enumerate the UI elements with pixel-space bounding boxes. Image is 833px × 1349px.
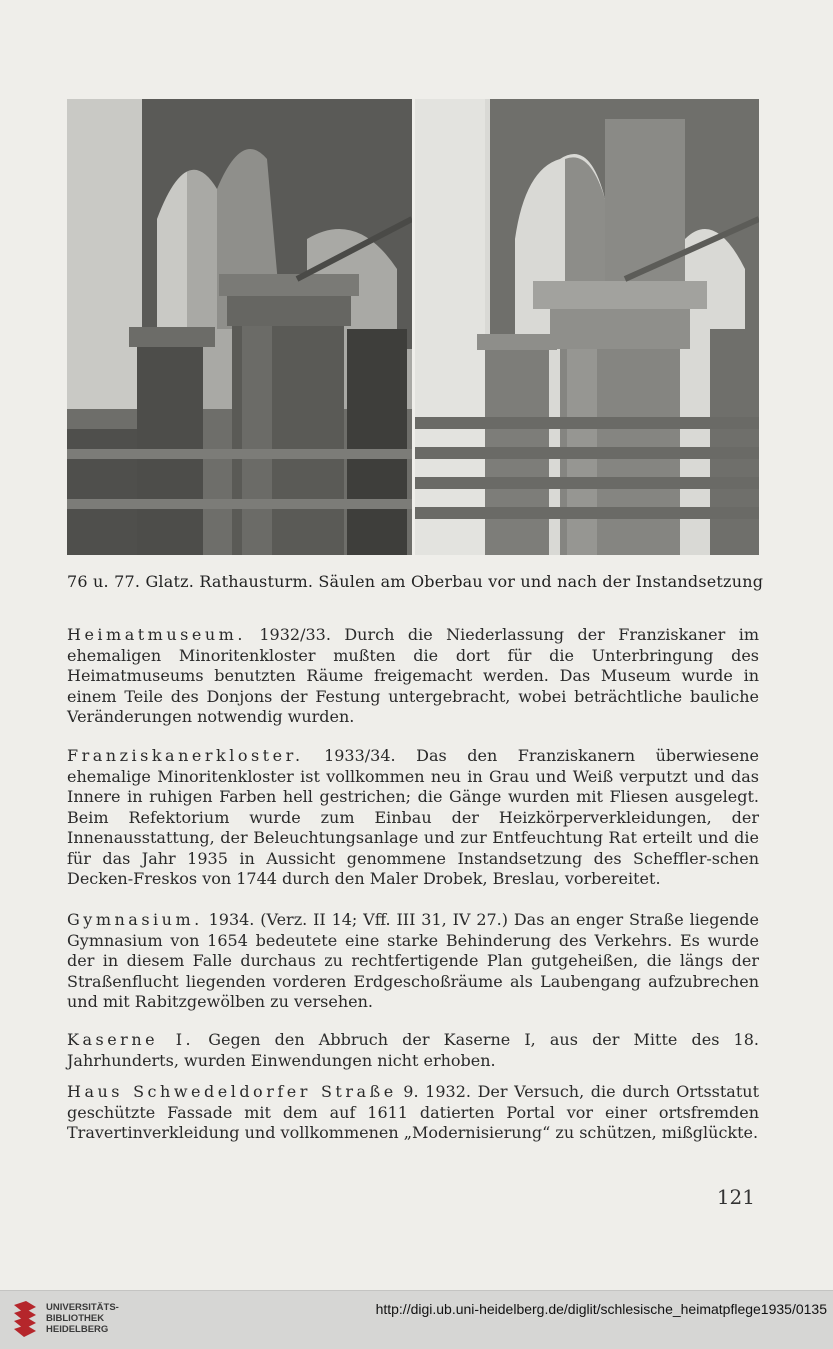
paragraph-lead: Heimatmuseum. (67, 625, 246, 644)
paragraph-lead: Haus Schwedeldorfer Straße (67, 1082, 397, 1101)
paragraph-kaserne (67, 1030, 759, 1071)
figure-caption: 76 u. 77. Glatz. Rathausturm. Säulen am Oberbau vor und nach der Instandsetzung (67, 572, 764, 591)
library-footer-bar (0, 1290, 833, 1349)
library-logo-icon[interactable] (10, 1299, 40, 1341)
paragraph-franziskanerkloster (67, 746, 759, 890)
photo-column-before-restoration (67, 99, 412, 555)
paragraph-heimatmuseum (67, 625, 759, 728)
library-name-line: UNIVERSITÄTS- (46, 1302, 119, 1313)
library-name-line: HEIDELBERG (46, 1324, 109, 1335)
paragraph-text: 1933/34. Das den Franziskanern überwiesene ehemalige Minoritenkloster ist vollkommen neu in Grau und Weiß verputzt und das Innere in ruhigen Farben hell gestrichen; die Gänge wurden mit Fliesen ausgelegt. Beim Refektorium wurde zum Einbau der Heizkörperverkleidungen, der Innenausstattung, der Beleuchtungsanlage und zur Entfeuchtung Rat erteilt und die für das Jahr 1935 in Aussicht genommene Instandsetzung des Scheffler-schen Decken-Freskos von 1744 durch den Maler Drobek, Breslau, vorbereitet. (67, 746, 759, 888)
paragraph-gymnasium (67, 910, 759, 1013)
permalink-url[interactable]: http://digi.ub.uni-heidelberg.de/diglit/schlesische_heimatpflege1935/0135 (375, 1301, 827, 1317)
photo-76-image (67, 99, 412, 555)
paragraph-text: 1932/33. Durch die Niederlassung der Franziskaner im ehemaligen Minoritenkloster mußten die dort für die Unterbringung des Heimatmuseums benutzten Räume freigemacht werden. Das Museum wurde in einem Teile des Donjons der Festung untergebracht, wobei beträchtliche bauliche Veränderungen notwendig wurden. (67, 625, 759, 726)
paragraph-text: 1934. (Verz. II 14; Vff. III 31, IV 27.) Das an enger Straße liegende Gymnasium von 1654 bedeutete eine starke Behinderung des Verkehrs. Es wurde der in diesem Falle durchaus zu rechtfertigende Plan gutgeheißen, die längs der Straßenflucht liegenden vorderen Erdgeschoßräume als Laubengang aufzubrechen und mit Rabitzgewölben zu versehen. (67, 910, 759, 1011)
photo-77-image (415, 99, 759, 555)
paragraph-text: 9. 1932. Der Versuch, die durch Ortsstatut geschützte Fassade mit dem auf 1611 datierten Portal vor einer ortsfremden Travertinverkleidung und vollkommenen „Modernisierung“ zu schützen, mißglückte. (67, 1082, 759, 1142)
paragraph-text: Gegen den Abbruch der Kaserne I, aus der Mitte des 18. Jahrhunderts, wurden Einwendungen nicht erhoben. (67, 1030, 759, 1070)
page-number: 121 (716, 1185, 755, 1209)
photo-column-after-restoration (415, 99, 759, 555)
paragraph-lead: Franziskanerkloster. (67, 746, 304, 765)
library-name[interactable] (46, 1302, 119, 1335)
library-name-line: BIBLIOTHEK (46, 1313, 105, 1324)
paragraph-lead: Gymnasium. (67, 910, 203, 929)
paragraph-haus-schwedeldorfer (67, 1082, 759, 1144)
paragraph-lead: Kaserne I. (67, 1030, 195, 1049)
